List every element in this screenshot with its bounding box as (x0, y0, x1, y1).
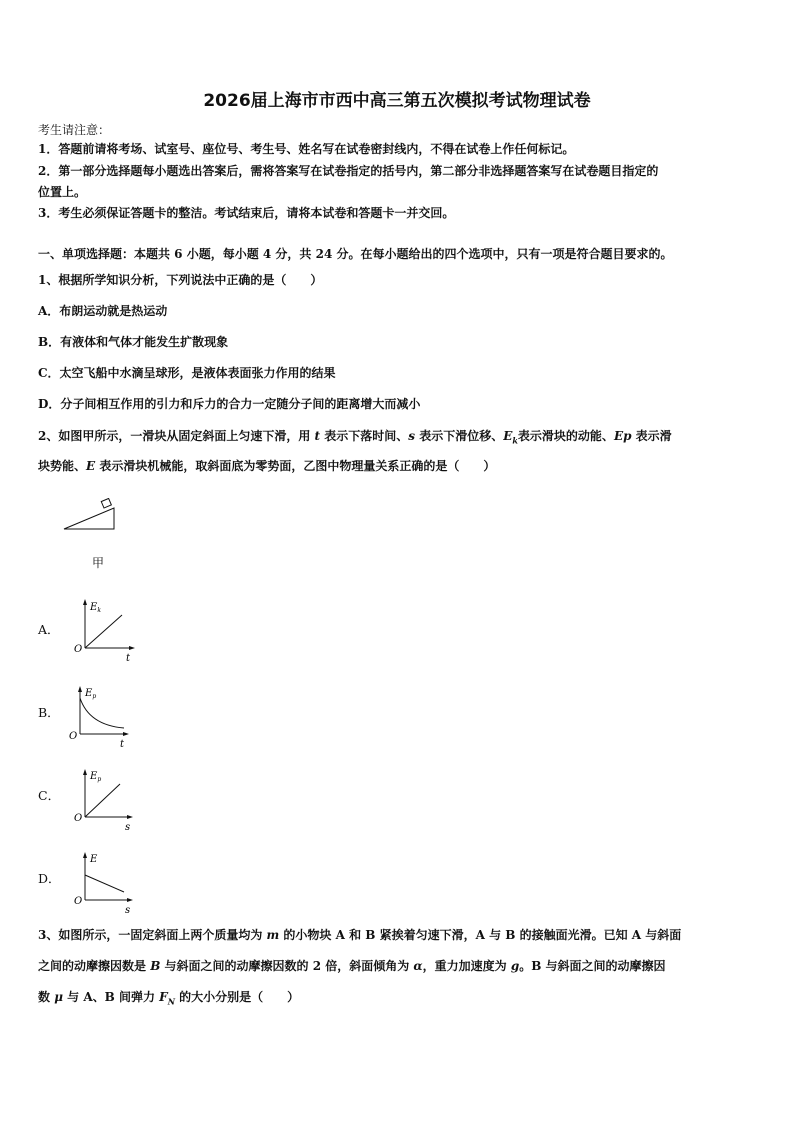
notice-item-1: 1．答题前请将考场、试室号、座位号、考生号、姓名写在试卷密封线内，不得在试卷上作任何标记。 (38, 142, 575, 156)
y-axis-label: E (90, 854, 98, 865)
x-axis-label: s (125, 822, 131, 833)
var-alpha: α (413, 959, 423, 973)
curve-e-s (85, 875, 124, 892)
q3-stem-line3: 数 μ 与 A、B 间弹力 $F_N$ 的大小分别是（ ） (38, 990, 300, 1007)
notice-item-2: 2．第一部分选择题每小题选出答案后，需将答案写在试卷指定的括号内，第二部分非选择题答案写在试卷题目指定的 (38, 164, 659, 178)
var-fn: $F_N$ (159, 990, 175, 1007)
x-axis-arrow (129, 646, 135, 650)
q2-option-b-label: B． (38, 705, 60, 720)
curve-ek-t (85, 615, 122, 648)
q2-option-c-graph (70, 767, 140, 835)
q2-option-a-graph (70, 598, 140, 666)
figure-label-jia: 甲 (92, 556, 105, 570)
x-axis-label: s (125, 905, 131, 916)
q2-option-d-label: D． (38, 871, 61, 886)
var-mu: μ (54, 990, 63, 1004)
y-axis-arrow (78, 686, 82, 692)
q3-stem-line2: 之间的动摩擦因数是 B 与斜面之间的动摩擦因数的 2 倍，斜面倾角为 α，重力加速度为 g。B 与斜面之间的动摩擦因 (38, 959, 666, 973)
origin-label: O (74, 644, 83, 655)
section-heading: 一、单项选择题：本题共 6 小题，每小题 4 分，共 24 分。在每小题给出的四个选项中，只有一项是符合题目要求的。 (38, 247, 673, 261)
y-axis-label: $E_p$ (90, 771, 102, 783)
var-b: B (150, 959, 161, 973)
y-axis-arrow (83, 769, 87, 775)
y-axis-label: $E_p$ (85, 688, 97, 700)
var-g: g (510, 959, 520, 973)
notice-heading: 考生请注意： (38, 123, 111, 137)
origin-label: O (74, 813, 83, 824)
notice-item-3: 3．考生必须保证答题卡的整洁。考试结束后，请将本试卷和答题卡一并交回。 (38, 206, 455, 220)
q1-option-b: B．有液体和气体才能发生扩散现象 (38, 335, 229, 349)
curve-ep-s (85, 784, 120, 817)
q1-option-c: C．太空飞船中水滴呈球形，是液体表面张力作用的结果 (38, 366, 336, 380)
var-t: t (314, 429, 321, 443)
page-title: 2026届上海市市西中高三第五次模拟考试物理试卷 (203, 91, 591, 111)
x-axis-label: t (120, 739, 125, 750)
q1-option-d: D．分子间相互作用的引力和斥力的合力一定随分子间的距离增大而减小 (38, 397, 421, 411)
q2-option-b-graph (68, 684, 138, 752)
y-axis-label: $E_k$ (90, 602, 101, 614)
slider-block (101, 498, 111, 508)
var-s: s (408, 429, 416, 443)
origin-label: O (69, 731, 78, 742)
q3-stem-line1: 3、如图所示，一固定斜面上两个质量均为 m 的小物块 A 和 B 紧挨着匀速下滑，A 与 B 的接触面光滑。已知 A 与斜面 (38, 928, 682, 942)
var-m: m (266, 928, 280, 942)
x-axis-label: t (126, 653, 131, 664)
y-axis-arrow (83, 599, 87, 605)
origin-label: O (74, 896, 83, 907)
y-axis-arrow (83, 852, 87, 858)
q2-option-d-graph (70, 850, 140, 918)
var-ep: Ep (613, 429, 632, 443)
q1-stem: 1、根据所学知识分析，下列说法中正确的是（ ） (38, 273, 323, 287)
incline-triangle (64, 508, 114, 529)
x-axis-arrow (127, 815, 133, 819)
q2-stem-line2: 块势能、E 表示滑块机械能，取斜面底为零势面，乙图中物理量关系正确的是（ ） (38, 459, 496, 473)
x-axis-arrow (127, 898, 133, 902)
x-axis-arrow (123, 732, 129, 736)
q2-option-a-label: A． (38, 622, 60, 637)
curve-ep-t (80, 698, 124, 728)
var-ek: $E_k$ (503, 429, 518, 446)
var-e: E (86, 459, 96, 473)
notice-item-2-cont: 位置上。 (38, 185, 87, 199)
q1-option-a: A．布朗运动就是热运动 (38, 304, 168, 318)
q2-stem-line1: 2、如图甲所示，一滑块从固定斜面上匀速下滑，用 t 表示下落时间、s 表示下滑位移、$E_k$表示滑块的动能、Ep 表示滑 (38, 429, 672, 446)
q2-option-c-label: C． (38, 788, 61, 803)
